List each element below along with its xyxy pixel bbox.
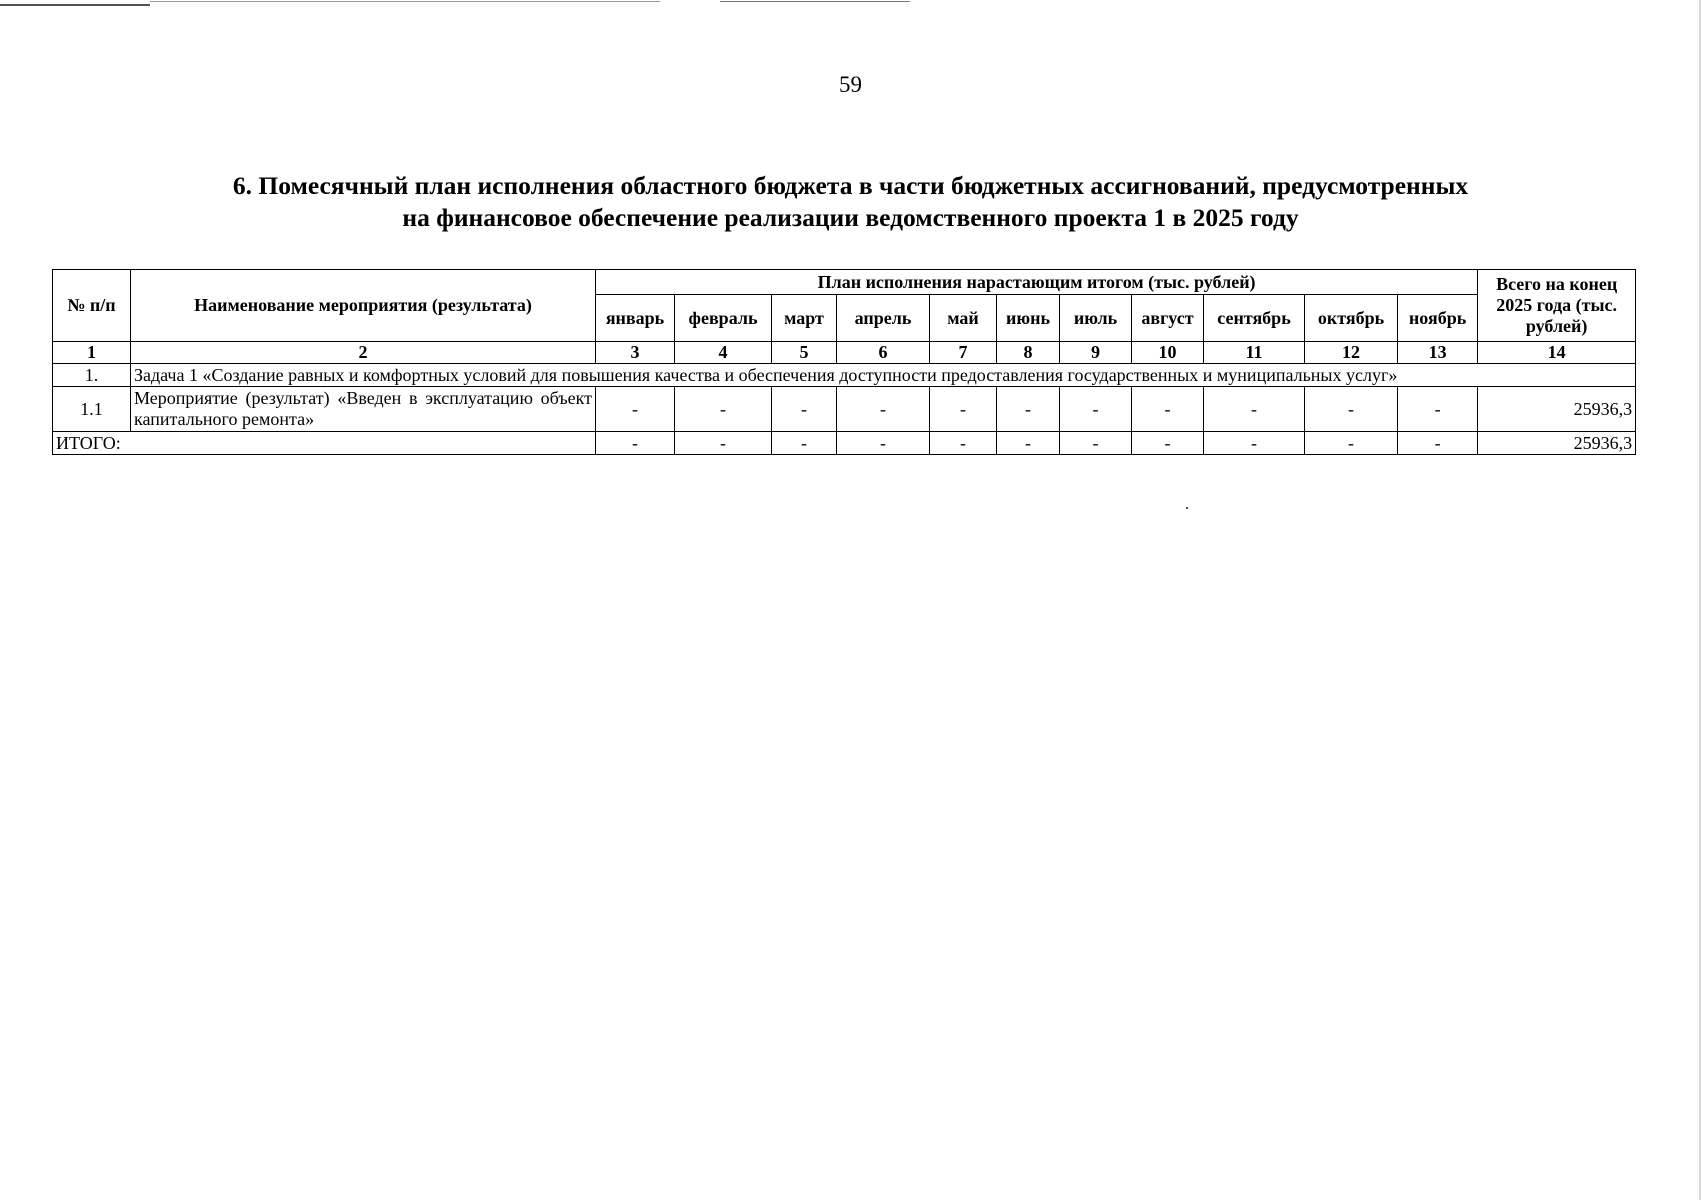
column-number: 2 <box>131 342 596 364</box>
month-value: - <box>772 387 837 432</box>
task-row <box>53 364 1636 387</box>
column-number: 14 <box>1478 342 1636 364</box>
header-plan-group: План исполнения нарастающим итогом (тыс. рублей) <box>596 270 1478 295</box>
column-number: 5 <box>772 342 837 364</box>
task-text: Задача 1 «Создание равных и комфортных условий для повышения качества и обеспечения доступности предоставления государственных и муниципальных услуг» <box>131 364 1636 387</box>
monthly-plan-table <box>52 269 1636 455</box>
column-number: 13 <box>1398 342 1478 364</box>
scan-speck <box>1186 507 1188 509</box>
column-number: 8 <box>997 342 1060 364</box>
month-value: - <box>1060 387 1132 432</box>
header-month: июнь <box>997 295 1060 342</box>
total-month-value: - <box>675 432 772 455</box>
task-number: 1. <box>53 364 131 387</box>
grand-total: 25936,3 <box>1478 432 1636 455</box>
total-month-value: - <box>930 432 997 455</box>
total-month-value: - <box>1132 432 1204 455</box>
header-number: № п/п <box>53 270 131 342</box>
total-month-value: - <box>772 432 837 455</box>
column-number: 6 <box>837 342 930 364</box>
scan-artifact-line <box>0 4 150 6</box>
header-month: май <box>930 295 997 342</box>
column-number: 10 <box>1132 342 1204 364</box>
item-number: 1.1 <box>53 387 131 432</box>
column-number: 12 <box>1305 342 1398 364</box>
document-title <box>60 170 1641 234</box>
page-number: 59 <box>839 72 862 97</box>
month-value: - <box>675 387 772 432</box>
month-value: - <box>596 387 675 432</box>
column-number: 3 <box>596 342 675 364</box>
total-month-value: - <box>837 432 930 455</box>
total-month-value: - <box>1060 432 1132 455</box>
total-month-value: - <box>997 432 1060 455</box>
header-month: ноябрь <box>1398 295 1478 342</box>
column-number: 4 <box>675 342 772 364</box>
column-number-row <box>53 342 1636 364</box>
header-month: октябрь <box>1305 295 1398 342</box>
header-month: февраль <box>675 295 772 342</box>
total-month-value: - <box>1398 432 1478 455</box>
total-label: ИТОГО: <box>53 432 596 455</box>
item-name: Мероприятие (результат) «Введен в эксплуатацию объект капитального ремонта» <box>131 387 596 432</box>
column-number: 9 <box>1060 342 1132 364</box>
header-month: март <box>772 295 837 342</box>
header-name: Наименование мероприятия (результата) <box>131 270 596 342</box>
month-value: - <box>1132 387 1204 432</box>
column-number: 1 <box>53 342 131 364</box>
title-line-1: 6. Помесячный план исполнения областного бюджета в части бюджетных ассигнований, предусмотренных <box>232 171 1469 200</box>
total-month-value: - <box>1305 432 1398 455</box>
header-total: Всего на конец 2025 года (тыс. рублей) <box>1478 270 1636 342</box>
month-value: - <box>1305 387 1398 432</box>
total-month-value: - <box>596 432 675 455</box>
table-header-row <box>53 270 1636 295</box>
header-month: август <box>1132 295 1204 342</box>
header-month: сентябрь <box>1204 295 1305 342</box>
month-value: - <box>997 387 1060 432</box>
total-row <box>53 432 1636 455</box>
month-value: - <box>930 387 997 432</box>
column-number: 11 <box>1204 342 1305 364</box>
scan-artifact-line <box>150 1 660 2</box>
header-month: январь <box>596 295 675 342</box>
month-value: - <box>1204 387 1305 432</box>
total-month-value: - <box>1204 432 1305 455</box>
title-line-2: на финансовое обеспечение реализации ведомственного проекта 1 в 2025 году <box>402 203 1299 232</box>
column-number: 7 <box>930 342 997 364</box>
month-value: - <box>1398 387 1478 432</box>
table-row <box>53 387 1636 432</box>
header-month: апрель <box>837 295 930 342</box>
item-total: 25936,3 <box>1478 387 1636 432</box>
header-month: июль <box>1060 295 1132 342</box>
month-value: - <box>837 387 930 432</box>
scan-artifact-line <box>720 1 910 2</box>
